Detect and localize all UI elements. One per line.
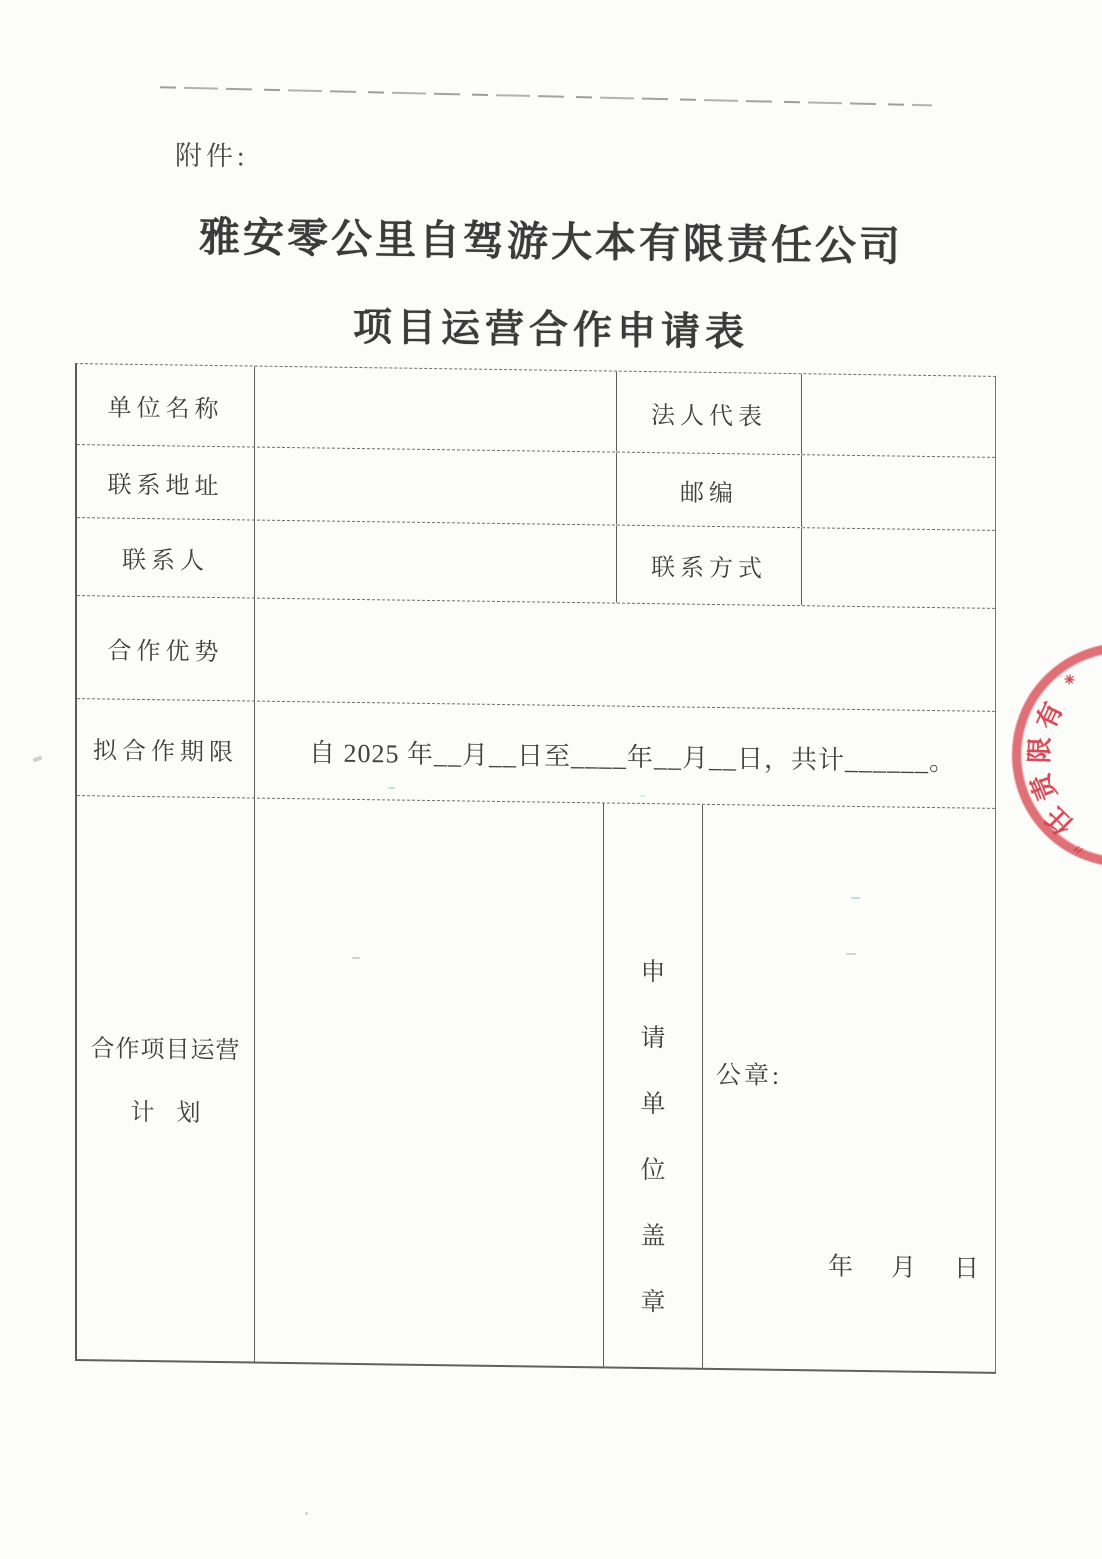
table-row-contact-person — [77, 518, 995, 609]
document-subtitle: 项目运营合作申请表 — [352, 305, 749, 355]
vertical-char: 位 — [640, 1156, 666, 1185]
vertical-char: 盖 — [640, 1222, 666, 1251]
field-label-contact-method: 联系方式 — [617, 526, 802, 606]
red-seal-glyph: ✳ — [1060, 670, 1079, 689]
field-value-cooperation-period — [255, 702, 995, 808]
field-value-operation-plan — [255, 799, 604, 1367]
field-label-cooperation-advantage: 合作优势 — [77, 596, 255, 700]
red-seal-glyph: 任 — [1039, 801, 1079, 841]
application-form-table — [75, 363, 996, 1374]
scan-speck — [640, 795, 645, 797]
date-year-label: 年 — [827, 1253, 853, 1281]
field-value-contact-method — [802, 528, 995, 608]
date-line — [828, 1247, 979, 1285]
vertical-char: 单 — [640, 1090, 666, 1119]
cooperation-period-fill-in-text: 自 2025 年__月__日至____年__月__日，共计______。 — [309, 737, 957, 776]
operation-plan-label-line1: 合作项目运营 — [90, 1036, 241, 1065]
scan-speck — [846, 953, 856, 955]
field-label-contact-address: 联系地址 — [77, 445, 255, 519]
field-value-unit-name — [255, 367, 617, 452]
field-label-contact-person: 联系人 — [77, 518, 255, 597]
vertical-char: 请 — [640, 1024, 666, 1053]
field-value-postal-code — [802, 455, 995, 530]
field-label-legal-representative: 法人代表 — [617, 372, 802, 455]
field-value-legal-representative — [802, 374, 995, 457]
red-seal-glyph: 限 — [1025, 736, 1055, 764]
vertical-char: 申 — [640, 958, 666, 987]
applicant-unit-seal-vertical-label — [604, 803, 703, 1367]
attachment-label: 附件: — [175, 140, 249, 172]
date-month-label: 月 — [890, 1254, 916, 1282]
document-title: 雅安零公里自驾游大本有限责任公司 — [199, 213, 903, 270]
table-row-contact-address — [77, 445, 995, 531]
operation-plan-label-line2: 计划 — [130, 1099, 223, 1128]
vertical-char: 章 — [640, 1288, 666, 1317]
official-seal-label: 公章: — [716, 1061, 782, 1090]
red-seal-glyph: 有 — [1031, 697, 1069, 734]
table-row-operation-plan — [77, 796, 995, 1372]
table-row-cooperation-period — [77, 699, 995, 809]
field-value-contact-address — [255, 448, 617, 525]
field-value-cooperation-advantage — [255, 599, 995, 711]
scan-speck — [388, 787, 395, 789]
date-day-label: 日 — [953, 1255, 979, 1283]
red-seal-glyph: 〃 — [1069, 839, 1088, 859]
field-label-operation-plan — [77, 796, 255, 1361]
field-label-postal-code: 邮编 — [617, 453, 802, 528]
scan-speck — [352, 957, 360, 959]
official-seal-cell — [703, 805, 995, 1372]
scan-speck — [305, 1512, 308, 1515]
field-value-contact-person — [255, 521, 617, 603]
red-seal-glyph: 责 — [1025, 769, 1063, 805]
field-label-unit-name: 单位名称 — [77, 364, 255, 446]
table-row-unit-name — [77, 364, 995, 458]
field-label-cooperation-period: 拟合作期限 — [77, 699, 255, 797]
scan-artifact-line — [160, 86, 932, 106]
table-row-cooperation-advantage — [77, 596, 995, 712]
scan-speck — [851, 897, 860, 899]
